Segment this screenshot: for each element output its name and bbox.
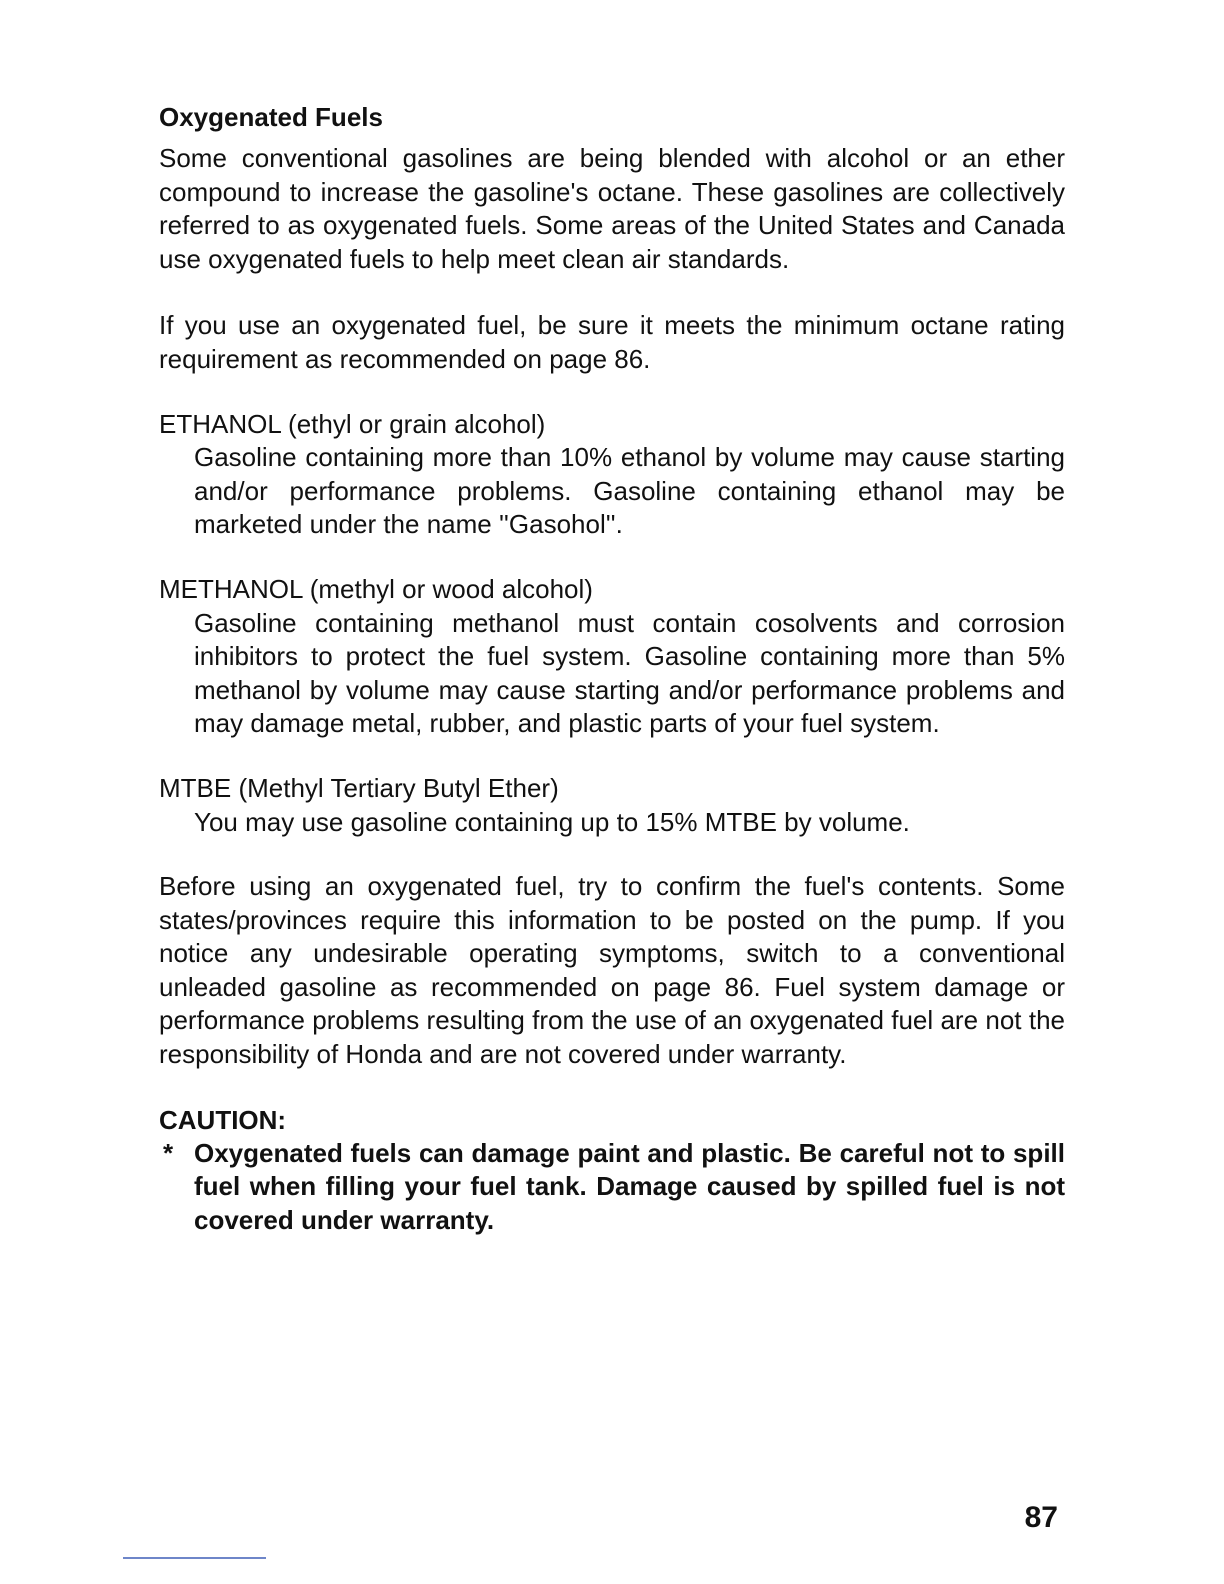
spacer bbox=[159, 542, 1065, 573]
caution-text: Oxygenated fuels can damage paint and plastic. Be careful not to spill fuel when filling your fuel tank. Damage caused by spilled fuel is not covered under warranty. bbox=[194, 1137, 1065, 1235]
before-using-paragraph: Before using an oxygenated fuel, try to confirm the fuel's contents. Some states/provinces require this information to be posted on the pump. If you notice any undesirable operating symptoms, switch to a conventional unleaded gasoline as recommended on page 86. Fuel system damage or performance problems resulting from the use of an oxygenated fuel are not the responsibility of Honda and are not covered under warranty. bbox=[159, 871, 1065, 1070]
caution-item bbox=[159, 1137, 1065, 1238]
manual-page-content bbox=[159, 100, 1065, 1237]
fuel-methanol bbox=[159, 573, 1065, 741]
fuel-ethanol bbox=[159, 408, 1065, 542]
caution-title: CAUTION: bbox=[159, 1104, 287, 1135]
spacer bbox=[159, 741, 1065, 772]
fuel-description: Gasoline containing more than 10% ethanol by volume may cause starting and/or performance problems. Gasoline containing ethanol may be marketed under the name ''Gasohol''. bbox=[194, 442, 1065, 540]
fuel-title: ETHANOL (ethyl or grain alcohol) bbox=[159, 408, 546, 439]
fuel-description: Gasoline containing methanol must contain cosolvents and corrosion inhibitors to protect the fuel system. Gasoline containing more than 5% methanol by volume may cause starting and/or performance problems and may damage metal, rubber, and plastic parts of your fuel system. bbox=[194, 607, 1065, 739]
bottom-rule-line bbox=[123, 1557, 266, 1559]
fuel-description: You may use gasoline containing up to 15% MTBE by volume. bbox=[194, 806, 910, 837]
spacer bbox=[159, 1072, 1065, 1103]
fuel-mtbe bbox=[159, 772, 1065, 839]
spacer bbox=[159, 276, 1065, 309]
asterisk-bullet: * bbox=[163, 1137, 174, 1168]
spacer bbox=[159, 377, 1065, 408]
fuel-title: MTBE (Methyl Tertiary Butyl Ether) bbox=[159, 772, 559, 803]
section-heading: Oxygenated Fuels bbox=[159, 102, 383, 132]
page-number: 87 bbox=[1024, 1501, 1058, 1534]
intro-paragraph: Some conventional gasolines are being blended with alcohol or an ether compound to increase the gasoline's octane. These gasolines are collectively referred to as oxygenated fuels. Some areas of the United States and Canada use oxygenated fuels to help meet clean air standards. bbox=[159, 143, 1065, 274]
octane-paragraph: If you use an oxygenated fuel, be sure it meets the minimum octane rating requirement as recommended on page 86. bbox=[159, 310, 1065, 374]
spacer bbox=[159, 839, 1065, 870]
fuel-title: METHANOL (methyl or wood alcohol) bbox=[159, 573, 593, 604]
